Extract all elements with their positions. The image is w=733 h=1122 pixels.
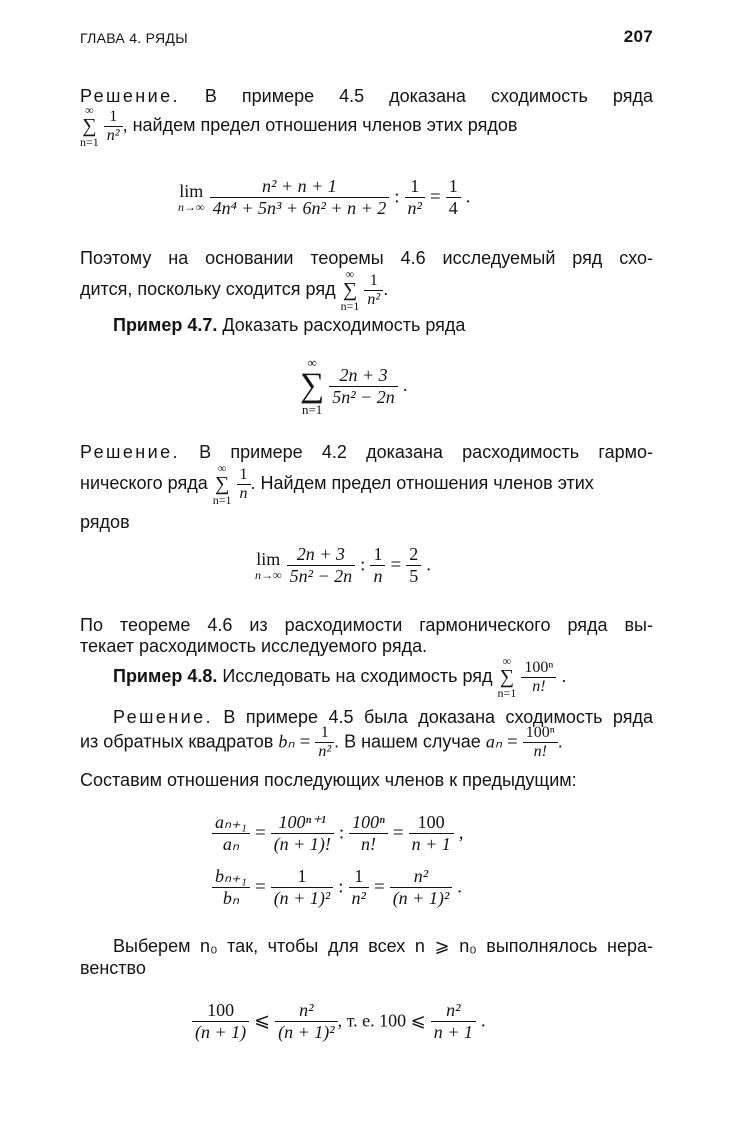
paragraph-1-line-2 <box>80 104 653 148</box>
fraction: $\frac{\text{100ⁿ⁺¹}}{(n + 1)!}$ <box>271 812 334 855</box>
fraction: $\frac{\text{n²}}{n + 1}$ <box>431 1000 476 1043</box>
fraction: $\frac{1}{\text{(n + 1)²}}$ <box>271 866 334 909</box>
fraction: $\frac{2n + 3}{\text{5n² − 2n}}$ <box>329 365 398 408</box>
equation-ratio-b: $\frac{\text{bₙ₊₁}}{\text{bₙ}}$ = $\frac{1}{\text{(n + 1)²}}$ : $\frac{1}{\text{n²}}$ = $\frac{\text{n²}}{\text{(n + 1)²}}$ . <box>212 866 462 909</box>
fraction: $\frac{\text{n²}}{\text{(n + 1)²}}$ <box>275 1000 338 1043</box>
paragraph-2-line-1: Поэтому на основании теоремы 4.6 исследуемый ряд схо- <box>80 248 653 268</box>
fraction: $\frac{100}{n + 1}$ <box>409 812 454 855</box>
fraction: $\frac{\text{aₙ₊₁}}{\text{aₙ}}$ <box>212 812 250 855</box>
equation-limit-1: lim n→∞ $\frac{\text{n² + n + 1}}{\text{4n⁴ + 5n³ + 6n² + n + 2}}$ : $\frac{1}{\text{n²}}$ = $\frac{1}{4}$ . <box>178 176 471 218</box>
inline-sum: ∞ ∑ n=1 <box>212 461 232 507</box>
fraction: $\frac{1}{\text{n²}}$ <box>405 176 425 219</box>
example-label: Пример 4.8. <box>113 665 218 686</box>
paragraph-4-line-2: текает расходимость исследуемого ряда. <box>80 636 428 656</box>
fraction: $\frac{1}{\text{n²}}$ <box>349 866 369 909</box>
running-header: ГЛАВА 4. РЯДЫ <box>80 30 188 46</box>
inline-fraction: $\frac{1}{n}$ <box>237 466 251 503</box>
fraction: $\frac{2n + 3}{\text{5n² − 2n}}$ <box>287 544 356 587</box>
page-number: 207 <box>623 27 653 46</box>
sum-operator: ∞ ∑ n=1 <box>300 355 325 417</box>
solution-word: Решение. <box>113 707 213 727</box>
solution-word: Решение. <box>80 442 180 462</box>
paragraph-3-line-1: Решение. В примере 4.2 доказана расходимость гармо- <box>80 442 653 462</box>
equation-ratio-a: $\frac{\text{aₙ₊₁}}{\text{aₙ}}$ = $\frac{\text{100ⁿ⁺¹}}{(n + 1)!}$ : $\frac{\text{100ⁿ}}{n!}$ = $\frac{100}{n + 1}$ , <box>212 812 463 855</box>
limit-operator: lim n→∞ <box>178 180 205 214</box>
inline-sum: ∞ ∑ n=1 <box>340 267 360 313</box>
equation-series-4-7: ∞ ∑ n=1 $\frac{2n + 3}{\text{5n² − 2n}}$ . <box>300 355 408 417</box>
paragraph-3-line-2: нического ряда ∞ ∑ n=1 $\frac{1}{n}$ . Найдем предел отношения членов этих <box>80 461 594 507</box>
inline-fraction: $\frac{\text{100ⁿ}}{n!}$ <box>523 724 558 761</box>
inline-fraction: $\frac{1}{\text{n²}}$ <box>315 724 334 761</box>
fraction: $\frac{\text{n²}}{\text{(n + 1)²}}$ <box>390 866 453 909</box>
fraction: $\frac{\text{n² + n + 1}}{\text{4n⁴ + 5n³ + 6n² + n + 2}}$ <box>210 176 390 219</box>
inline-fraction: $\frac{\text{100ⁿ}}{n!}$ <box>521 659 556 696</box>
paragraph-6-line-2: венство <box>80 958 146 978</box>
inline-sum: ∞ ∑ n=1 <box>497 654 517 700</box>
equation-limit-2: lim n→∞ $\frac{2n + 3}{\text{5n² − 2n}}$ : $\frac{1}{n}$ = $\frac{2}{5}$ . <box>255 544 431 586</box>
example-4-8: Пример 4.8. Исследовать на сходимость ряд ∞ ∑ n=1 $\frac{\text{100ⁿ}}{n!}$ . <box>113 654 567 700</box>
fraction: $\frac{2}{5}$ <box>406 544 421 587</box>
text: В примере 4.5 доказана сходимость ряда <box>204 86 653 106</box>
fraction: $\frac{1}{n}$ <box>370 544 385 587</box>
inline-fraction: $\frac{1}{\text{n²}}$ <box>364 272 383 309</box>
paragraph-5-line-3: Составим отношения последующих членов к предыдущим: <box>80 770 577 790</box>
paragraph-2-line-2: дится, поскольку сходится ряд ∞ ∑ n=1 $\frac{1}{\text{n²}}$ . <box>80 267 389 313</box>
paragraph-4-line-1: По теореме 4.6 из расходимости гармонического ряда вы- <box>80 615 653 635</box>
paragraph-6-line-1: Выберем n₀ так, чтобы для всех n ⩾ n₀ выполнялось нера- <box>113 936 653 956</box>
fraction: $\frac{\text{100ⁿ}}{n!}$ <box>349 812 388 855</box>
text: , найдем предел отношения членов этих рядов <box>122 114 518 135</box>
example-label: Пример 4.7. <box>113 315 218 335</box>
inline-sum: ∞ ∑ n=1 <box>80 103 99 149</box>
paragraph-5-line-1: Решение. В примере 4.5 была доказана сходимость ряда <box>113 707 653 727</box>
equation-inequality: $\frac{100}{(n + 1)}$ ⩽ $\frac{\text{n²}}{\text{(n + 1)²}}$ , т. е. 100 ⩽ $\frac{\text{n²}}{n + 1}$ . <box>192 1000 486 1043</box>
example-4-7: Пример 4.7. Доказать расходимость ряда <box>113 315 466 335</box>
inline-fraction: $\frac{1}{\text{n²}}$ <box>104 108 123 145</box>
fraction: $\frac{\text{bₙ₊₁}}{\text{bₙ}}$ <box>212 866 250 909</box>
limit-operator: lim n→∞ <box>255 548 282 582</box>
fraction: $\frac{100}{(n + 1)}$ <box>192 1000 249 1043</box>
fraction: $\frac{1}{4}$ <box>446 176 461 219</box>
solution-word: Решение. <box>80 86 180 106</box>
paragraph-5-line-2: из обратных квадратов bₙ = $\frac{1}{\text{n²}}$ . В нашем случае aₙ = $\frac{\text{100ⁿ}}{n!}$ . <box>80 724 563 760</box>
paragraph-3-line-3: рядов <box>80 512 130 532</box>
